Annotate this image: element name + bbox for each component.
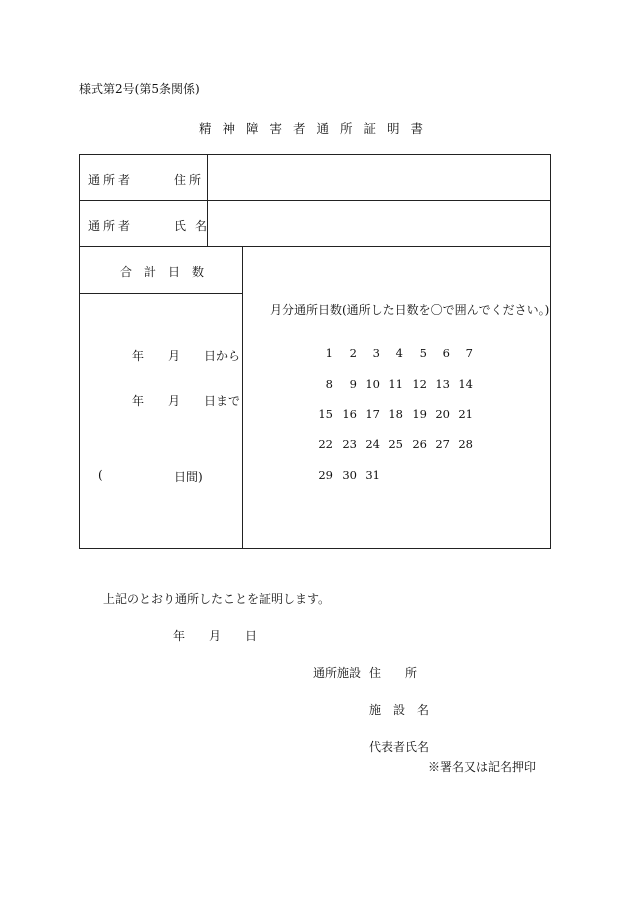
calendar-day[interactable]: 8 (325, 377, 333, 391)
representative-label: 代表者氏名 (369, 740, 430, 754)
calendar-day[interactable]: 12 (412, 377, 427, 391)
calendar-day[interactable]: 9 (349, 377, 357, 391)
calendar-day[interactable]: 7 (465, 346, 473, 360)
name-field[interactable] (212, 205, 542, 241)
calendar-day[interactable]: 27 (435, 437, 450, 451)
calendar-day[interactable]: 10 (365, 377, 380, 391)
from-date: 年 月 日から (132, 349, 241, 363)
to-date: 年 月 日まで (132, 394, 241, 408)
address-label-right: 住所 (174, 173, 205, 187)
facility-address-label: 住 所 (369, 666, 418, 680)
days-count-open: ( (98, 468, 103, 482)
calendar-day[interactable]: 14 (458, 377, 473, 391)
calendar-day[interactable]: 24 (365, 437, 380, 451)
col-divider-calendar (242, 246, 243, 548)
calendar-day[interactable]: 15 (318, 407, 333, 421)
calendar-day[interactable]: 6 (442, 346, 450, 360)
days-count-close: 日間) (174, 470, 203, 484)
certification-statement: 上記のとおり通所したことを証明します。 (103, 592, 331, 606)
row-divider-name (80, 246, 550, 247)
calendar-day[interactable]: 26 (412, 437, 427, 451)
total-days-label: 合計日数 (120, 265, 217, 279)
calendar-day[interactable]: 21 (458, 407, 473, 421)
calendar-day[interactable]: 16 (342, 407, 357, 421)
calendar-day[interactable]: 4 (395, 346, 403, 360)
calendar-day[interactable]: 5 (419, 346, 427, 360)
address-label-left: 通所者 (88, 173, 134, 187)
calendar-day[interactable]: 20 (435, 407, 450, 421)
name-label-left: 通所者 (88, 219, 134, 233)
calendar-day[interactable]: 31 (365, 468, 380, 482)
certification-date: 年 月 日 (173, 629, 258, 643)
document-title: 精神障害者通所証明書 (199, 121, 435, 136)
calendar-day[interactable]: 28 (458, 437, 473, 451)
calendar-day[interactable]: 22 (318, 437, 333, 451)
facility-name-label: 施 設 名 (369, 703, 430, 717)
calendar-day[interactable]: 29 (318, 468, 333, 482)
calendar-day[interactable]: 11 (388, 377, 403, 391)
calendar-day[interactable]: 2 (349, 346, 357, 360)
address-field[interactable] (212, 159, 542, 195)
row-divider-address (80, 200, 550, 201)
form-number: 様式第2号(第5条関係) (79, 82, 200, 96)
name-label-right: 氏名 (174, 219, 217, 233)
signature-note: ※署名又は記名押印 (428, 760, 537, 774)
calendar-day[interactable]: 23 (342, 437, 357, 451)
month-days-label: 月分通所日数(通所した日数を〇で囲んでください。) (270, 303, 550, 317)
calendar-day[interactable]: 1 (325, 346, 333, 360)
calendar-day[interactable]: 25 (388, 437, 403, 451)
certificate-table (79, 154, 551, 549)
calendar-day[interactable]: 18 (388, 407, 403, 421)
row-divider-total (80, 293, 242, 294)
calendar-day[interactable]: 13 (435, 377, 450, 391)
calendar-day[interactable]: 17 (365, 407, 380, 421)
calendar-day[interactable]: 30 (342, 468, 357, 482)
calendar-day[interactable]: 19 (412, 407, 427, 421)
facility-label: 通所施設 (313, 666, 362, 680)
calendar-day[interactable]: 3 (372, 346, 380, 360)
